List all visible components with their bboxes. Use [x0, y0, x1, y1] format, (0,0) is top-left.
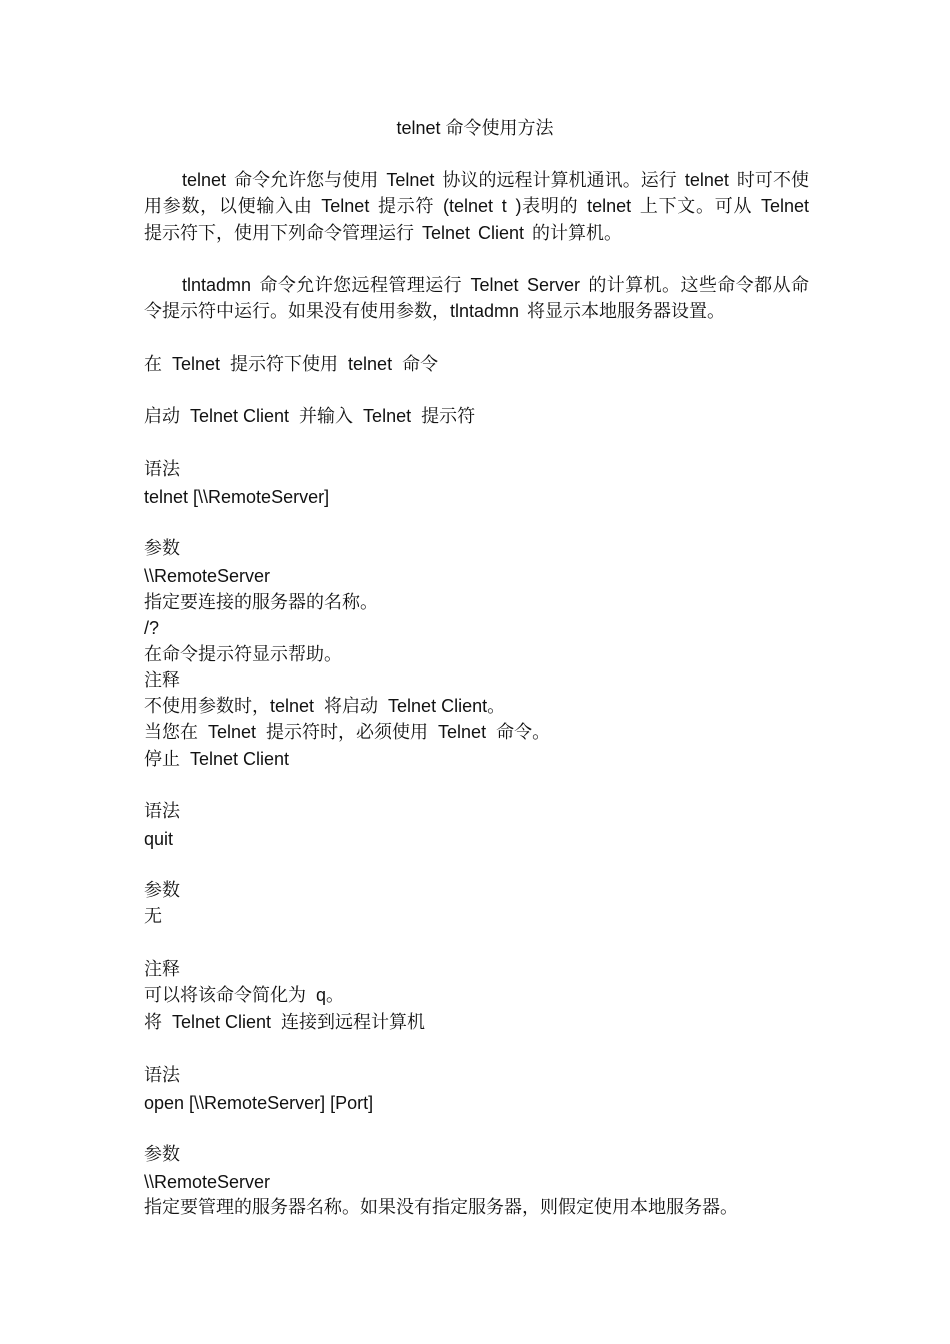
- syntax-text: open [\\RemoteServer] [Port]: [144, 1093, 374, 1113]
- remark-text: 不使用参数时，telnet 将启动 Telnet Client。: [144, 696, 506, 716]
- intro-paragraph-tlntadmn: tlntadmn 命令允许您远程管理运行 Telnet Server 的计算机。这些命令都从命令提示符中运行。如果没有使用参数，tlntadmn 将显示本地服务器设置。: [144, 275, 809, 322]
- parameter-description: 无: [144, 906, 162, 926]
- subsection-heading-open-connection: 将 Telnet Client 连接到远程计算机: [144, 1012, 426, 1032]
- document-title: telnet 命令使用方法: [396, 118, 554, 138]
- syntax-label: 语法: [144, 1065, 180, 1085]
- syntax-label: 语法: [144, 801, 180, 821]
- subsection-heading-start-client: 启动 Telnet Client 并输入 Telnet 提示符: [144, 406, 476, 426]
- parameter-name: \\RemoteServer: [144, 1172, 271, 1192]
- syntax-text: quit: [144, 829, 174, 849]
- parameters-label: 参数: [144, 538, 180, 558]
- remark-text: 可以将该命令简化为 q。: [144, 985, 345, 1005]
- section-heading-telnet-commands: 在 Telnet 提示符下使用 telnet 命令: [144, 354, 439, 374]
- parameters-label: 参数: [144, 1144, 180, 1164]
- parameter-description: 在命令提示符显示帮助。: [144, 644, 342, 664]
- syntax-text: telnet [\\RemoteServer]: [144, 487, 330, 507]
- parameter-description: 指定要管理的服务器名称。如果没有指定服务器，则假定使用本地服务器。: [144, 1197, 738, 1217]
- parameter-description: 指定要连接的服务器的名称。: [144, 592, 378, 612]
- remarks-label: 注释: [144, 959, 180, 979]
- subsection-heading-stop-client: 停止 Telnet Client: [144, 749, 290, 769]
- parameters-label: 参数: [144, 880, 180, 900]
- remark-text: 当您在 Telnet 提示符时，必须使用 Telnet 命令。: [144, 722, 551, 742]
- parameter-name: /?: [144, 618, 160, 638]
- syntax-label: 语法: [144, 459, 180, 479]
- parameter-name: \\RemoteServer: [144, 566, 271, 586]
- remarks-label: 注释: [144, 670, 180, 690]
- intro-paragraph-telnet: telnet 命令允许您与使用 Telnet 协议的远程计算机通讯。运行 telnet 时可不使用参数，以便输入由 Telnet 提示符 (telnet t )表明的 telnet 上下文。可从 Telnet 提示符下，使用下列命令管理运行 Telnet Client 的计算机。: [144, 170, 809, 243]
